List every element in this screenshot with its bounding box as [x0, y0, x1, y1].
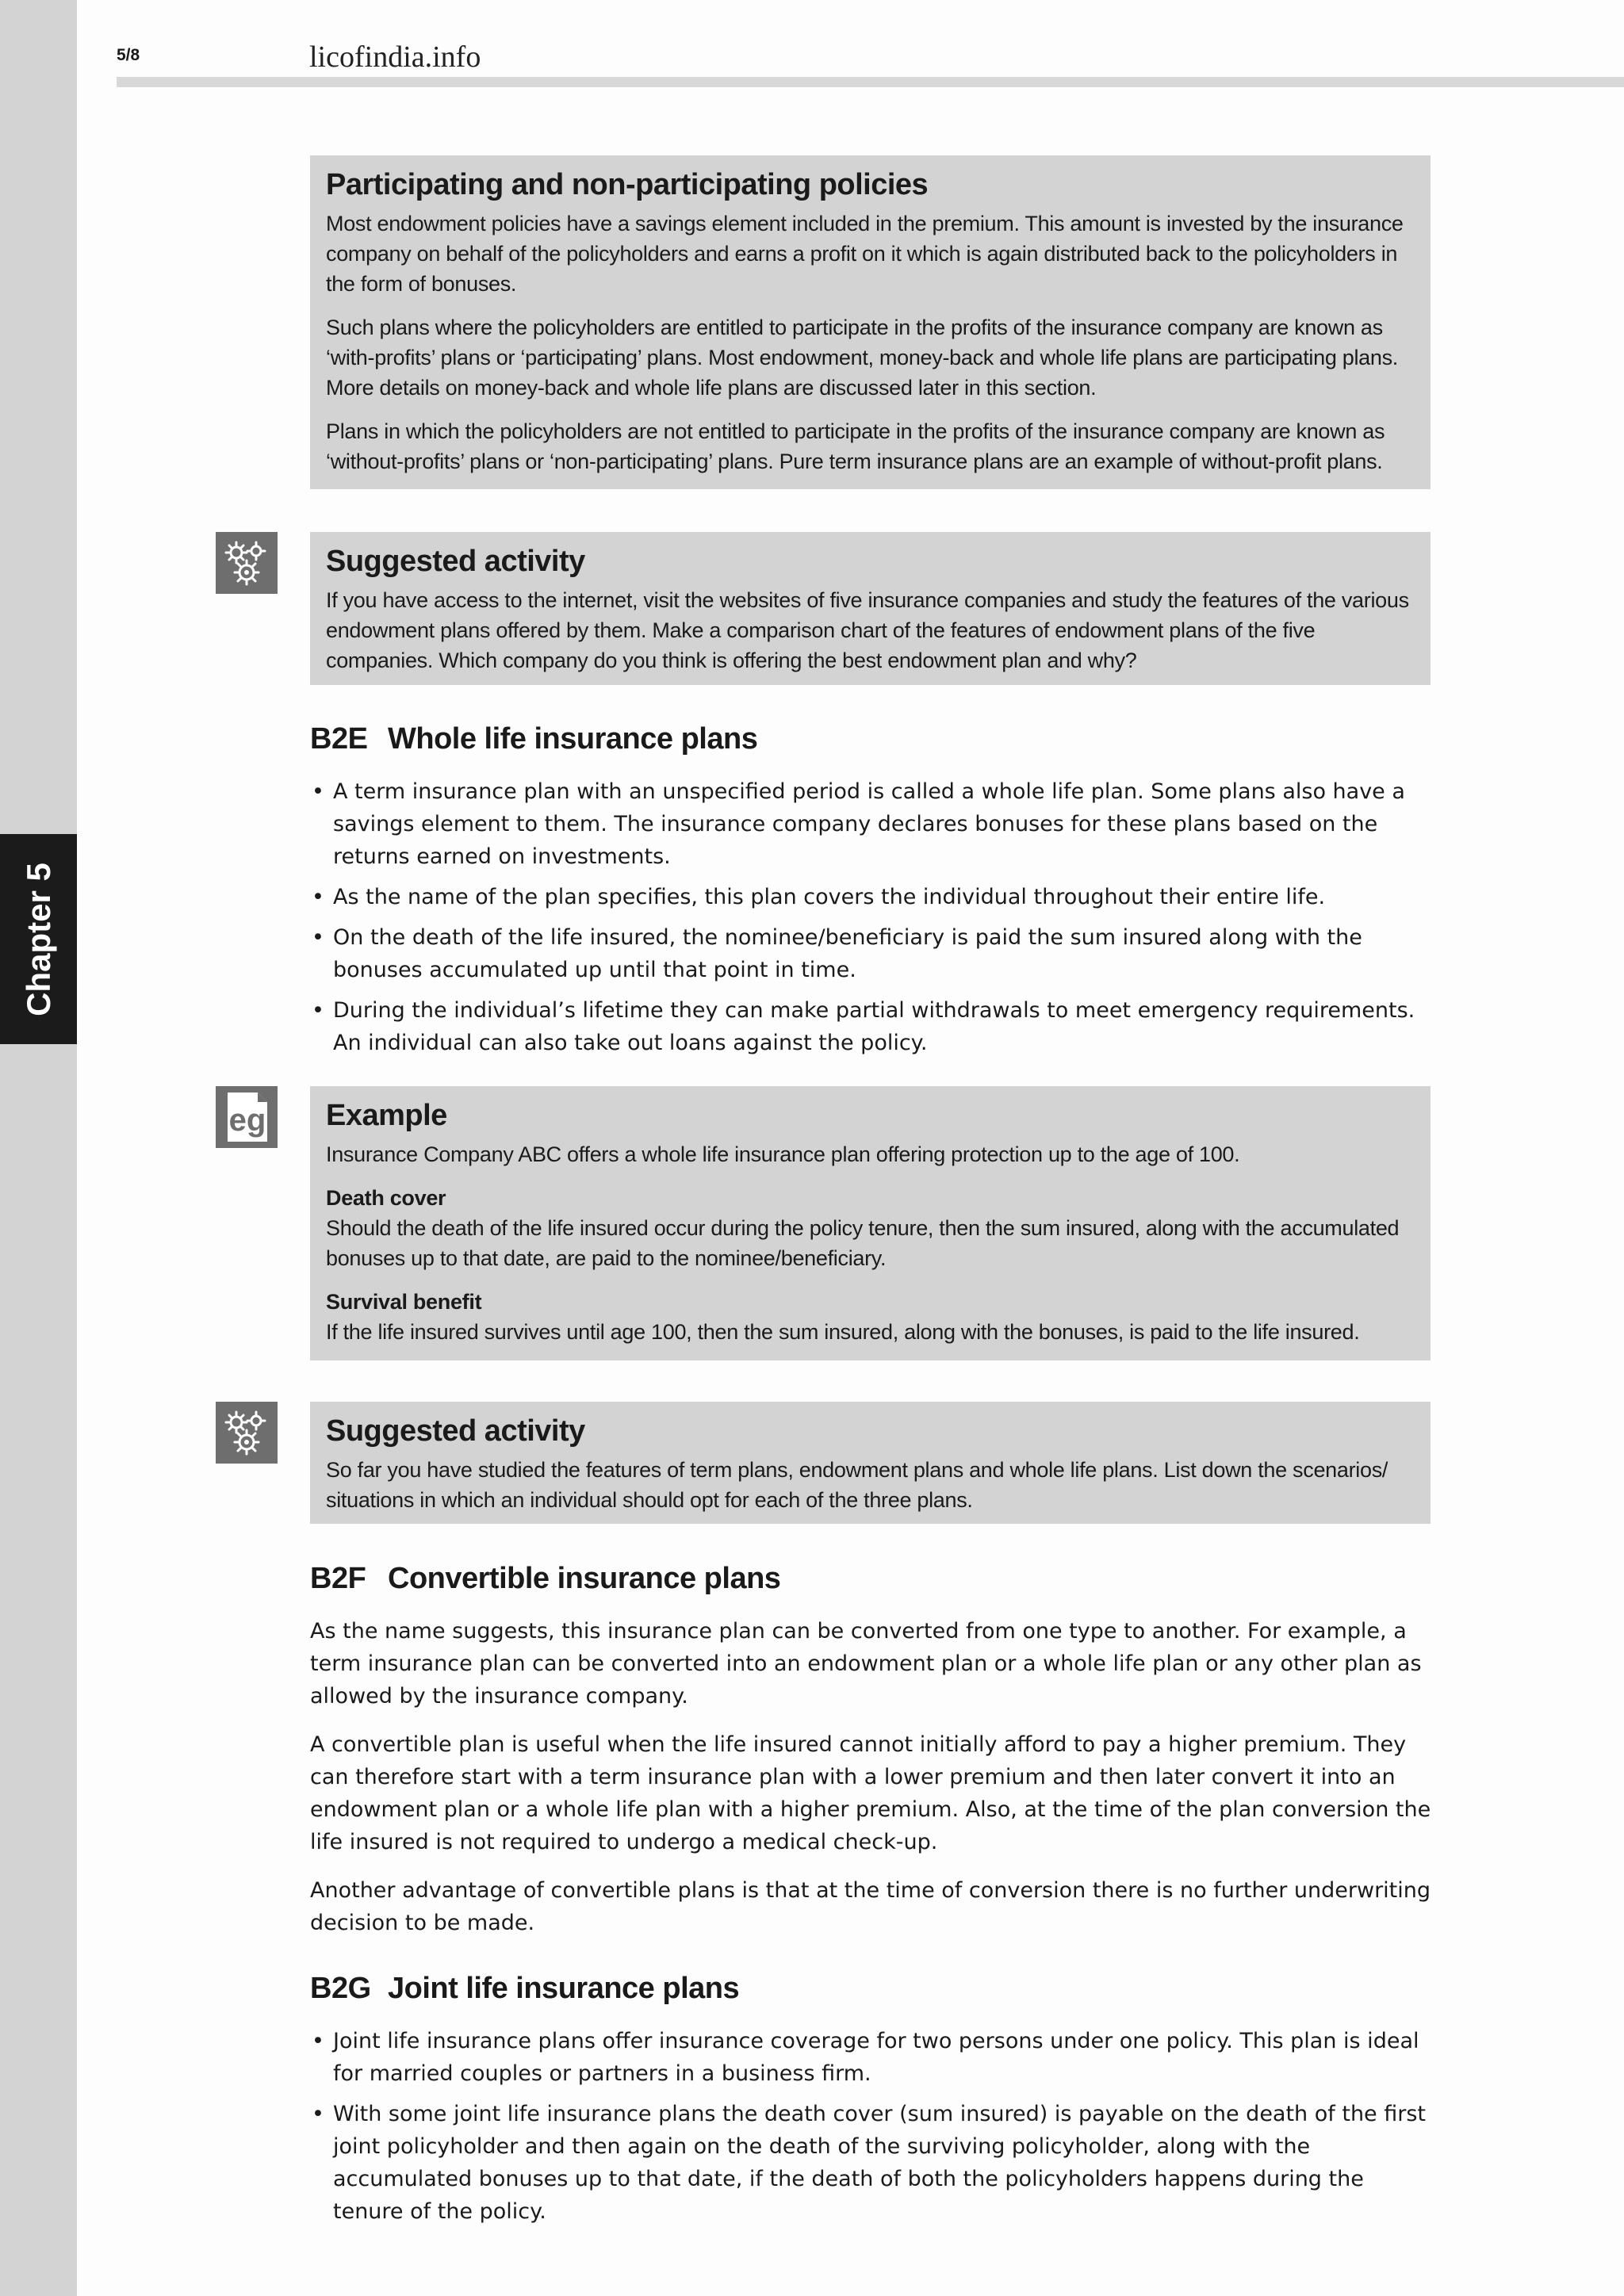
list-item: • As the name of the plan specifies, this plan covers the individual throughout their entire life. [310, 881, 1436, 913]
box-paragraph: If you have access to the internet, visit the websites of five insurance companies and study the features of the various endowment plans offered by them. Make a comparison chart of the features of endowment plans of the five companies. Which company do you think is offering the best endowment plan and why? [326, 588, 1409, 672]
body-paragraph: As the name suggests, this insurance plan can be converted from one type to another. For example, a term insurance plan can be converted into an endowment plan or a whole life plan or any other plan as allowed by the insurance company. [310, 1619, 1422, 1709]
b2e-bullet-list [310, 775, 1436, 1067]
box-paragraph: So far you have studied the features of term plans, endowment plans and whole life plans. List down the scenarios/ situations in which an individual should opt for each of the three plans. [326, 1458, 1388, 1512]
section-heading-b2e [310, 722, 757, 756]
list-item: • With some joint life insurance plans the death cover (sum insured) is payable on the death of the first joint policyholder and then again on the death of the surviving policyholder, along with the accumulated bonuses up to that date, if the death of both the policyholders happens during the tenure of the policy. [310, 2098, 1436, 2228]
list-item: • During the individual’s lifetime they can make partial withdrawals to meet emergency requirements. An individual can also take out loans against the policy. [310, 994, 1436, 1059]
svg-text:eg: eg [228, 1103, 266, 1138]
participating-box [310, 155, 1431, 489]
box-title: Suggested activity [326, 545, 585, 578]
box-paragraph: Such plans where the policyholders are entitled to participate in the profits of the insurance company are known as ‘with-profits’ plans or ‘participating’ plans. Most endowment, money-back and whole life plans are participating plans. More details on money-back and whole life plans are discussed later in this section. [326, 316, 1399, 400]
death-cover-text: Should the death of the life insured occur during the policy tenure, then the sum insured, along with the accumulated bonuses up to that date, are paid to the nominee/beneficiary. [326, 1216, 1400, 1270]
chapter-label: Chapter 5 [19, 862, 57, 1016]
b2f-body [310, 1615, 1436, 1955]
body-paragraph: Another advantage of convertible plans is that at the time of conversion there is no further underwriting decision to be made. [310, 1878, 1431, 1935]
list-item: • Joint life insurance plans offer insurance coverage for two persons under one policy. This plan is ideal for married couples or partners in a business firm. [310, 2025, 1436, 2090]
section-heading-b2f [310, 1562, 780, 1596]
box-title: Example [326, 1099, 447, 1132]
death-cover-heading: Death cover [326, 1186, 446, 1210]
suggested-activity-box [310, 532, 1431, 685]
page-number: 5/8 [117, 46, 140, 64]
gears-icon [216, 1402, 278, 1464]
survival-benefit-text: If the life insured survives until age 100, then the sum insured, along with the bonuses, is paid to the life insured. [326, 1320, 1360, 1344]
example-box [310, 1086, 1431, 1360]
section-title: Convertible insurance plans [388, 1562, 781, 1595]
eg-icon [216, 1086, 278, 1148]
box-title: Suggested activity [326, 1414, 585, 1448]
survival-benefit-heading: Survival benefit [326, 1290, 482, 1314]
side-margin-bar [0, 0, 77, 2296]
section-code: B2E [310, 722, 368, 756]
site-name: licofindia.info [309, 40, 481, 74]
body-paragraph: A convertible plan is useful when the life insured cannot initially afford to pay a higher premium. They can therefore start with a term insurance plan with a lower premium and then later convert it into an endowment plan or a whole life plan with a higher premium. Also, at the time of the plan conversion the life insured is not required to undergo a medical check-up. [310, 1732, 1431, 1854]
section-heading-b2g [310, 1972, 739, 2006]
suggested-activity-box [310, 1402, 1431, 1524]
section-title: Whole life insurance plans [388, 722, 758, 756]
gears-icon [216, 532, 278, 594]
section-title: Joint life insurance plans [388, 1972, 740, 2005]
section-code: B2F [310, 1562, 366, 1595]
example-intro: Insurance Company ABC offers a whole life insurance plan offering protection up to the age of 100. [326, 1142, 1240, 1166]
box-paragraph: Plans in which the policyholders are not entitled to participate in the profits of the insurance company are known as ‘without-profits’ plans or ‘non-participating’ plans. Pure term insurance plans are an example of without-profit plans. [326, 419, 1385, 473]
header-rule [117, 77, 1624, 87]
box-title: Participating and non-participating policies [326, 168, 929, 201]
list-item: • A term insurance plan with an unspecified period is called a whole life plan. Some plans also have a savings element to them. The insurance company declares bonuses for these plans based on the returns earned on investments. [310, 775, 1436, 873]
chapter-tab [0, 834, 77, 1044]
b2g-bullet-list [310, 2025, 1436, 2236]
box-paragraph: Most endowment policies have a savings element included in the premium. This amount is invested by the insurance company on behalf of the policyholders and earns a profit on it which is again distributed back to the policyholders in the form of bonuses. [326, 212, 1404, 296]
section-code: B2G [310, 1972, 371, 2005]
list-item: • On the death of the life insured, the nominee/beneficiary is paid the sum insured along with the bonuses accumulated up until that point in time. [310, 921, 1436, 986]
